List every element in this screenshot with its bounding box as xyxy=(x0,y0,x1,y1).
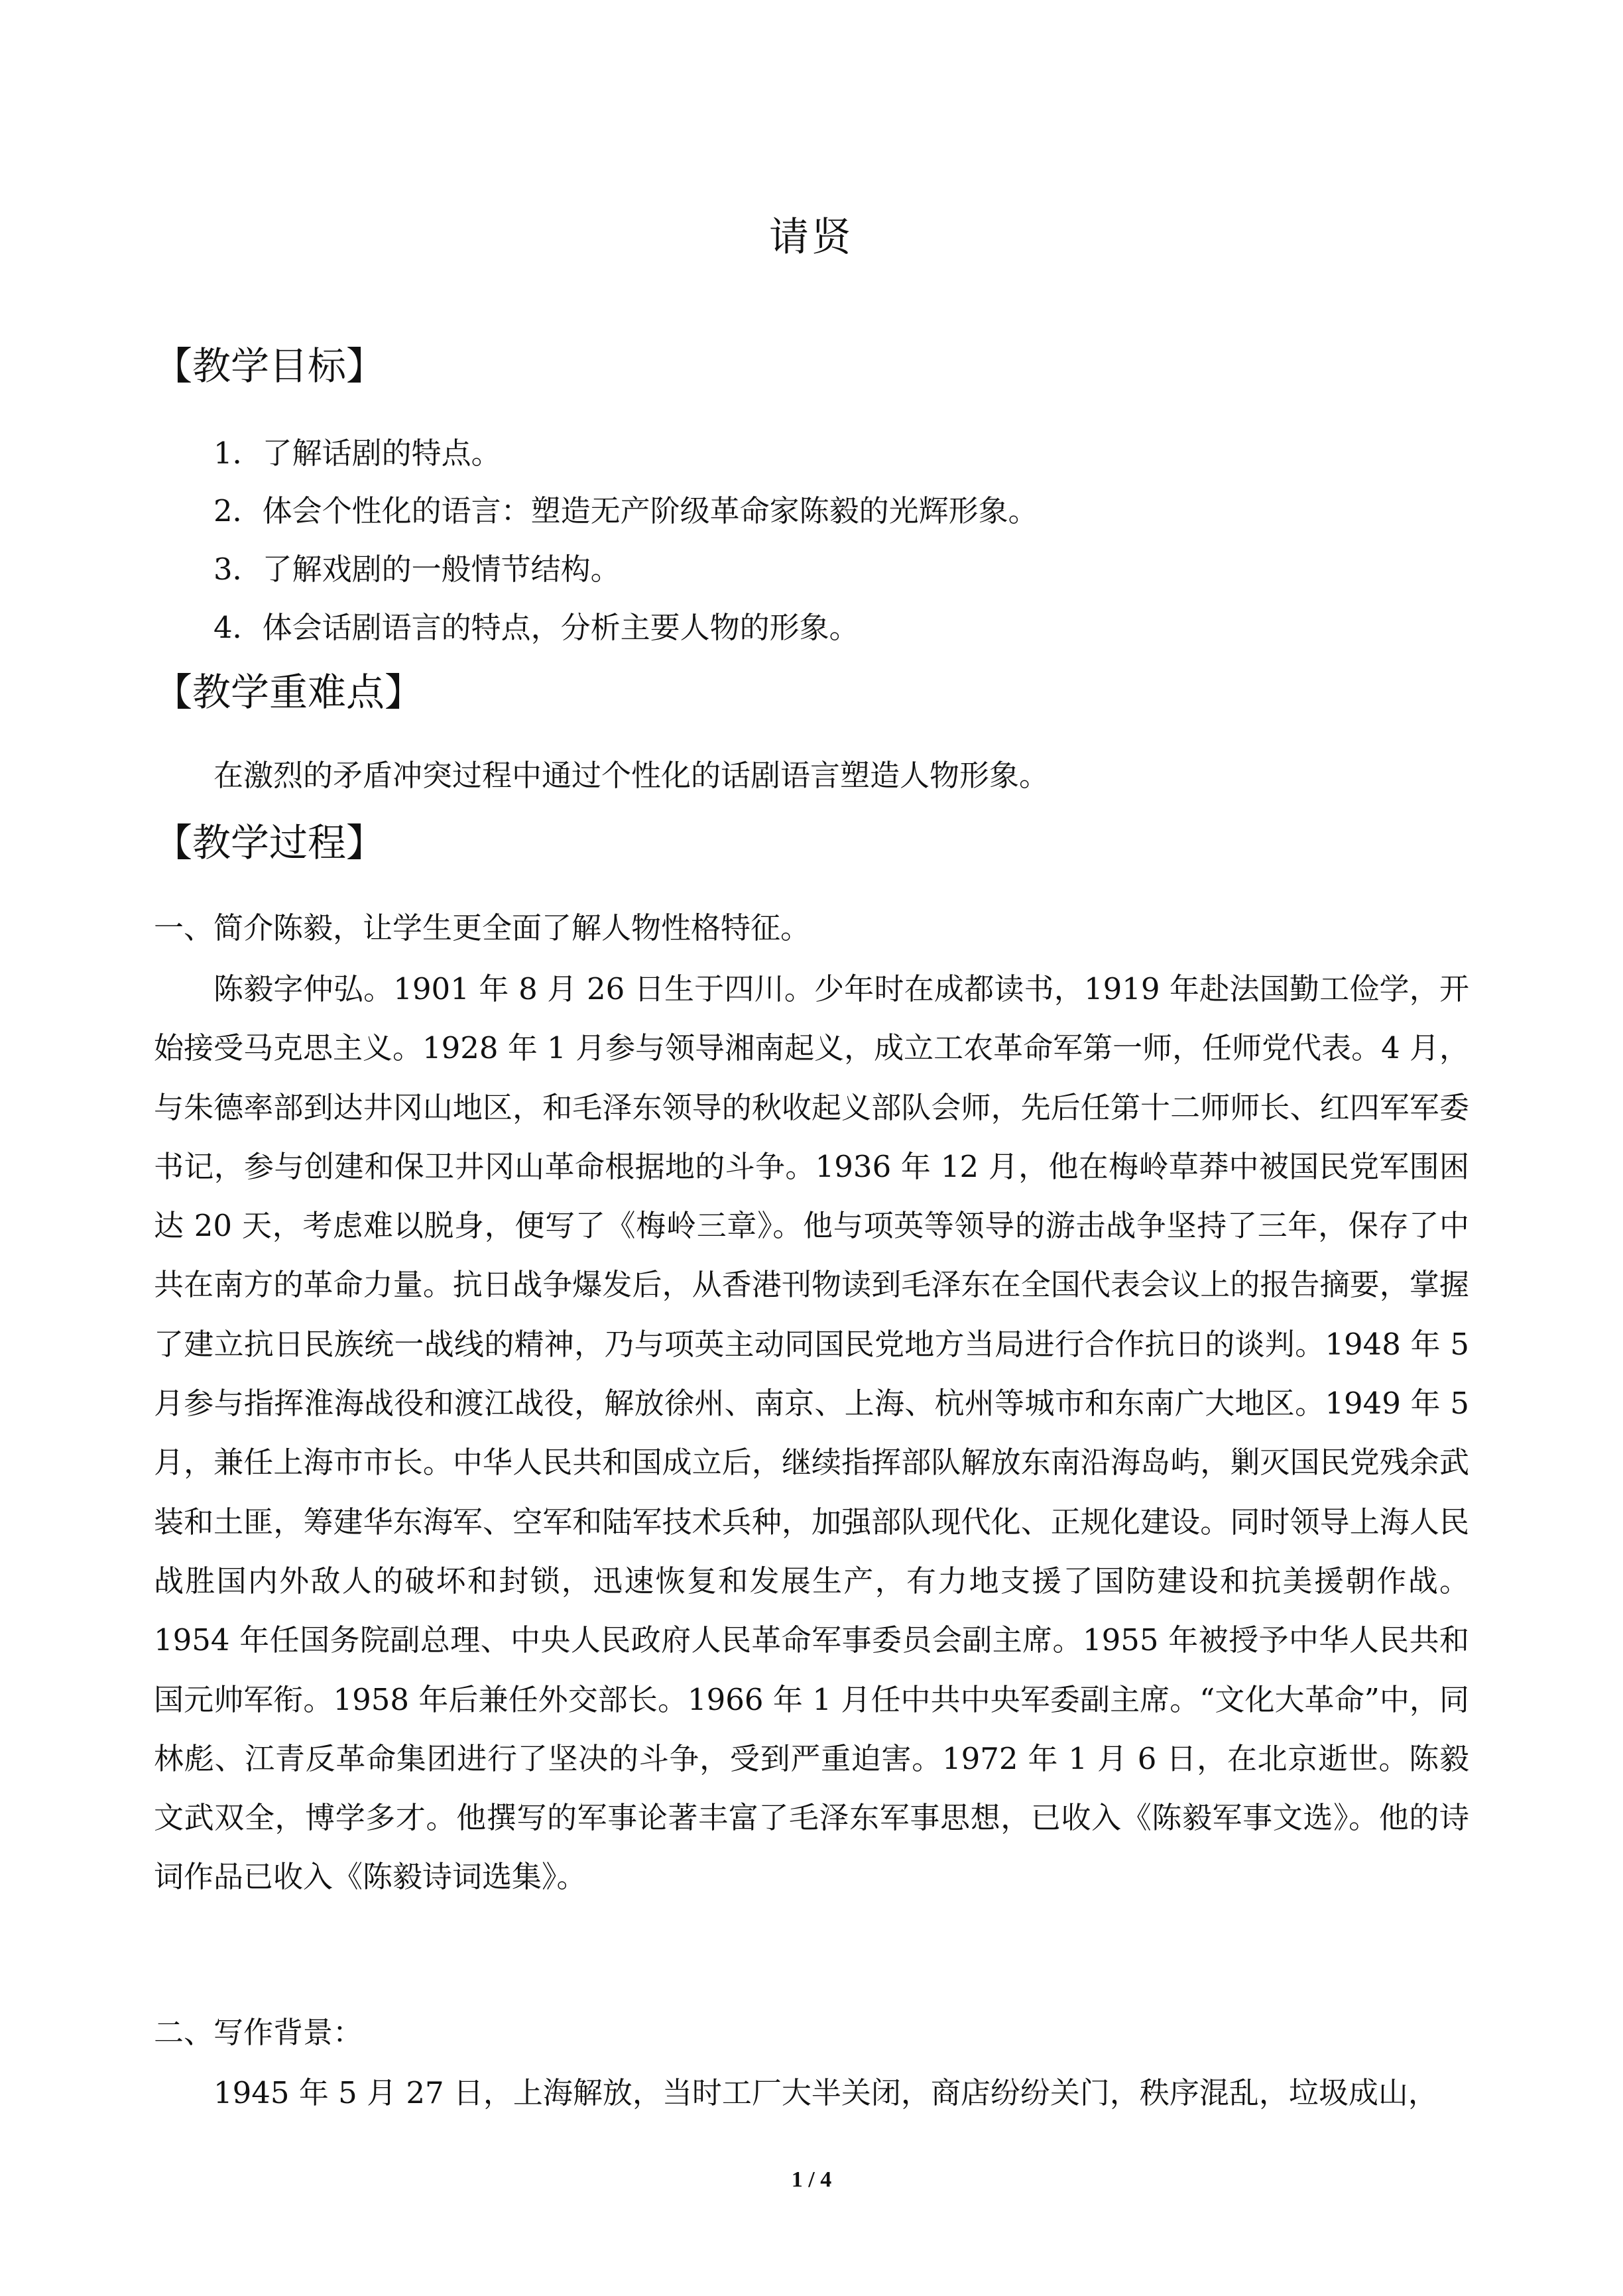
page-number: 1 / 4 xyxy=(791,2167,832,2192)
objective-item-3: 3．了解戏剧的一般情节结构。 xyxy=(213,552,621,587)
background-paragraph: 1945 年 5 月 27 日，上海解放，当时工厂大半关闭，商店纷纷关门，秩序混乱，垃圾成山， xyxy=(213,2075,1438,2110)
key-points-heading: 【教学重难点】 xyxy=(154,670,424,715)
objective-item-4: 4．体会话剧语言的特点，分析主要人物的形象。 xyxy=(213,610,859,645)
document-title: 请贤 xyxy=(769,214,854,261)
biography-paragraph: 陈毅字仲弘。1901 年 8 月 26 日生于四川。少年时在成都读书，1919 年赴法国勤工俭学，开始接受马克思主义。1928 年 1 月参与领导湘南起义，成立工农革命军第一师，任师党代表。4 月，与朱德率部到达井冈山地区，和毛泽东领导的秋收起义部队会师，先后任第十二师师长、红四军军委书记，参与创建和保卫井冈山革命根据地的斗争。1936 年 12 月，他在梅岭草莽中被国民党军围困达 20 天，考虑难以脱身，便写了《梅岭三章》。他与项英等领导的游击战争坚持了三年，保存了中共在南方的革命力量。抗日战争爆发后，从香港刊物读到毛泽东在全国代表会议上的报告摘要，掌握了建立抗日民族统一战线的精神，乃与项英主动同国民党地方当局进行合作抗日的谈判。1948 年 5 月参与指挥淮海战役和渡江战役，解放徐州、南京、上海、杭州等城市和东南广大地区。1949 年 5 月，兼任上海市市长。中华人民共和国成立后，继续指挥部队解放东南沿海岛屿，剿灭国民党残余武装和土匪，筹建华东海军、空军和陆军技术兵种，加强部队现代化、正规化建设。同时领导上海人民战胜国内外敌人的破坏和封锁，迅速恢复和发展生产，有力地支援了国防建设和抗美援朝作战。1954 年任国务院副总理、中央人民政府人民革命军事委员会副主席。1955 年被授予中华人民共和国元帅军衔。1958 年后兼任外交部长。1966 年 1 月任中共中央军委副主席。“文化大革命”中，同林彪、江青反革命集团进行了坚决的斗争，受到严重迫害。1972 年 1 月 6 日，在北京逝世。陈毅文武双全，博学多才。他撰写的军事论著丰富了毛泽东军事思想，已收入《陈毅军事文选》。他的诗词作品已收入《陈毅诗词选集》。 xyxy=(154,971,1470,1895)
part2-heading: 二、写作背景： xyxy=(154,2015,363,2050)
part1-heading: 一、简介陈毅，让学生更全面了解人物性格特征。 xyxy=(154,910,811,945)
objective-item-2: 2．体会个性化的语言：塑造无产阶级革命家陈毅的光辉形象。 xyxy=(213,493,1038,528)
process-heading: 【教学过程】 xyxy=(154,820,385,865)
key-points-text: 在激烈的矛盾冲突过程中通过个性化的话剧语言塑造人物形象。 xyxy=(213,758,1050,793)
objectives-heading: 【教学目标】 xyxy=(154,343,385,389)
objective-item-1: 1．了解话剧的特点。 xyxy=(213,436,501,471)
